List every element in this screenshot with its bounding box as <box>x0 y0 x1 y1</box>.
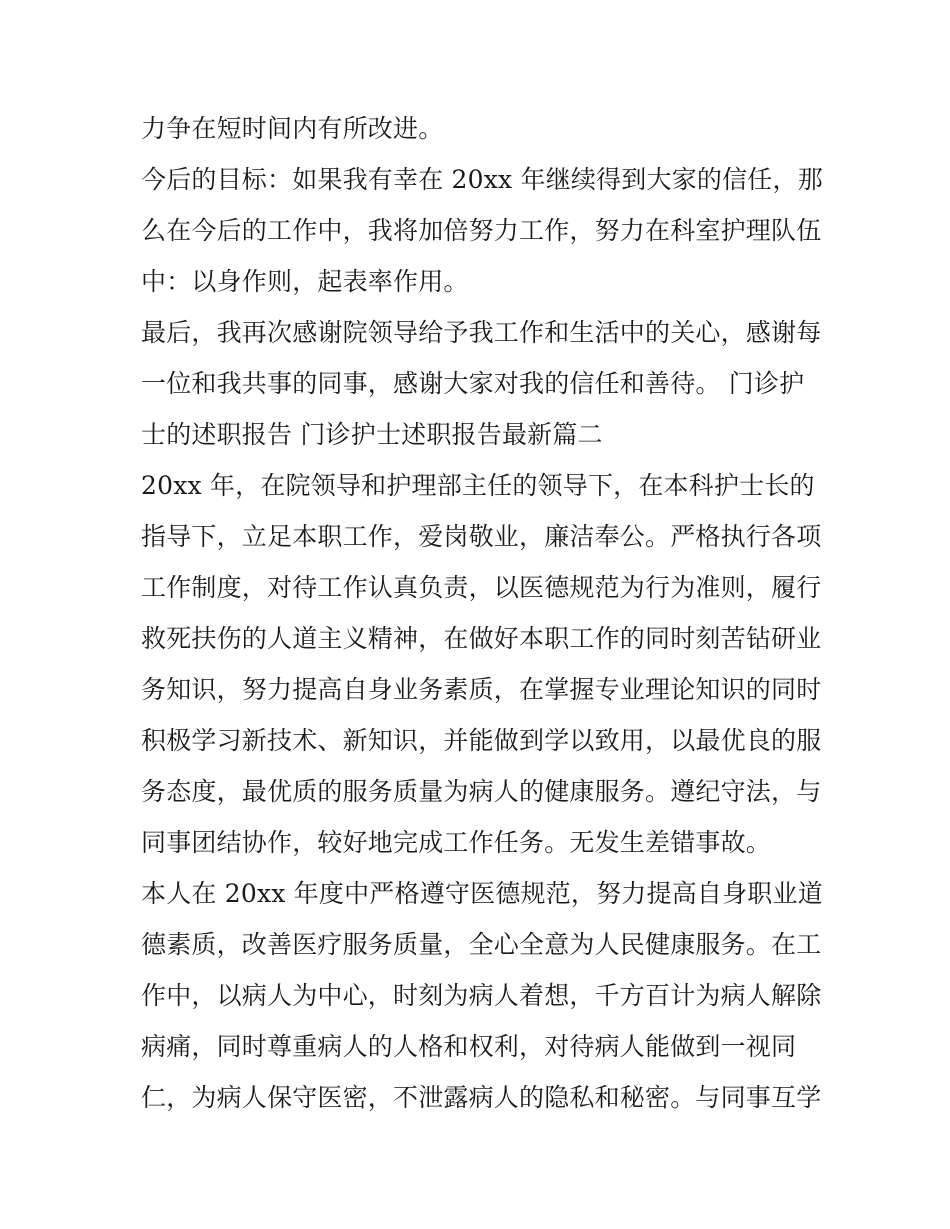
text-line: 今后的目标：如果我有幸在 20xx 年继续得到大家的信任，那 <box>141 165 823 194</box>
text-line: 一位和我共事的同事，感谢大家对我的信任和善待。 门诊护 <box>141 369 805 398</box>
text-line: 20xx 年，在院领导和护理部主任的领导下，在本科护士长的 <box>141 471 815 500</box>
text-line: 力争在短时间内有所改进。 <box>141 114 444 143</box>
text-line: 务知识，努力提高自身业务素质，在掌握专业理论知识的同时 <box>141 675 822 704</box>
text-line: 最后，我再次感谢院领导给予我工作和生活中的关心，感谢每 <box>141 318 822 347</box>
text-line: 工作制度，对待工作认真负责，以医德规范为行为准则，履行 <box>141 573 822 602</box>
text-line: 病痛，同时尊重病人的人格和权利，对待病人能做到一视同 <box>141 1032 797 1061</box>
text-line: 救死扶伤的人道主义精神，在做好本职工作的同时刻苦钻研业 <box>141 624 822 653</box>
text-line: 中：以身作则，起表率作用。 <box>141 267 469 296</box>
text-line: 士的述职报告 门诊护士述职报告最新篇二 <box>141 420 603 449</box>
text-line: 积极学习新技术、新知识，并能做到学以致用，以最优良的服 <box>141 726 822 755</box>
text-line: 德素质，改善医疗服务质量，全心全意为人民健康服务。在工 <box>141 930 822 959</box>
text-line: 同事团结协作，较好地完成工作任务。无发生差错事故。 <box>141 828 772 857</box>
text-line: 么在今后的工作中，我将加倍努力工作，努力在科室护理队伍 <box>141 216 822 245</box>
text-line: 作中，以病人为中心，时刻为病人着想，千方百计为病人解除 <box>141 981 822 1010</box>
text-line: 仁，为病人保守医密，不泄露病人的隐私和秘密。与同事互学 <box>141 1083 822 1112</box>
text-line: 务态度，最优质的服务质量为病人的健康服务。遵纪守法，与 <box>141 777 822 806</box>
text-line: 本人在 20xx 年度中严格遵守医德规范，努力提高自身职业道 <box>141 879 823 908</box>
text-line: 指导下，立足本职工作，爱岗敬业，廉洁奉公。严格执行各项 <box>141 522 822 551</box>
